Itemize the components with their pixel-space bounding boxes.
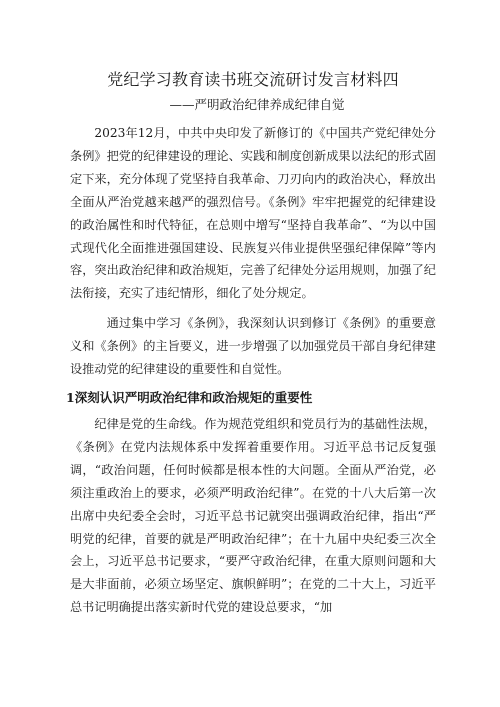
document-title: 党纪学习教育读书班交流研讨发言材料四 [107,70,399,89]
paragraph-section-body: 纪律是党的生命线。作为规范党组织和党员行为的基础性法规，《条例》在党内法规体系中发挥着重要作用。习近平总书记反复强调，“政治问题，任何时候都是根本性的大问题。全面从严治党，必须注重政治上的要求，必须严明政治纪律”。在党的十八大后第一次出席中央纪委全会时，习近平总书记就突出强调政治纪律，指出“严明党的纪律，首要的就是严明政治纪律”；在十九届中央纪委三次全会上，习近平总书记要求，“要严守政治纪律，在重大原则问题和大是大非面前，必须立场坚定、旗帜鲜明”；在党的二十大上，习近平总书记明确提出落实新时代党的建设总要求，“加 [70,416,436,615]
paragraph-reflection: 通过集中学习《条例》，我深刻认识到修订《条例》的重要意义和《条例》的主旨要义，进一步增强了以加强党员干部自身纪律建设推动党的纪律建设的重要性和自觉性。 [70,316,436,377]
paragraph-intro: 2023年12月，中共中央印发了新修订的《中国共产党纪律处分条例》把党的纪律建设的理论、实践和制度创新成果以法纪的形式固定下来，充分体现了党坚持自我革命、刀刃向内的政治决心，释放出全面从严治党越来越严的强烈信号。《条例》牢牢把握党的纪律建设的政治属性和时代特征，在总则中增写“坚持自我革命”、“为以中国式现代化全面推进强国建设、民族复兴伟业提供坚强纪律保障”等内容，突出政治纪律和政治规矩，完善了纪律处分运用规则，加强了纪法衔接，充实了违纪情形，细化了处分规定。 [70,126,436,301]
document-subtitle: ——严明政治纪律养成纪律自觉 [169,97,345,112]
section-heading: 1深刻认识严明政治纪律和政治规矩的重要性 [66,389,313,405]
